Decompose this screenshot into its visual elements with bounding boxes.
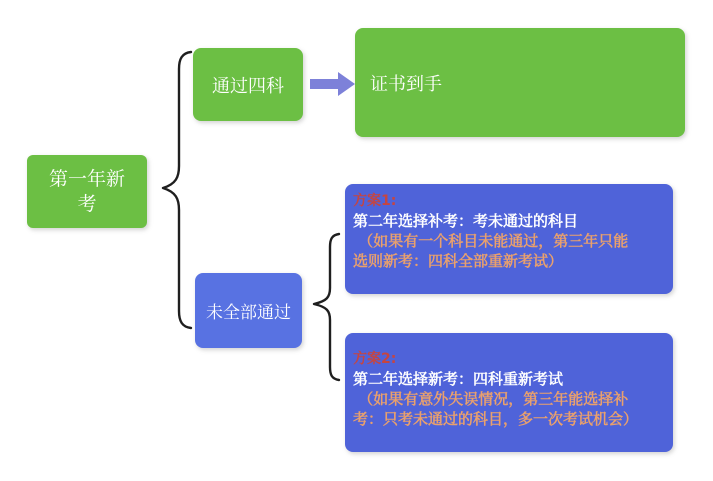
node-pass-four-subjects: [193, 48, 303, 121]
node-first-year-exam: [27, 155, 147, 228]
panel-plan1: [345, 184, 673, 294]
plan2-main-text: 第二年选择新考：四科重新考试: [353, 370, 564, 388]
panel-plan2: [345, 333, 673, 452]
curly-brace-sub-icon: [308, 228, 344, 386]
plan2-title: 方案2:: [353, 351, 397, 367]
node-certificate-obtained: [355, 28, 685, 137]
plan2-note-line1: （如果有意外失误情况，第三年能选择补: [353, 390, 629, 408]
plan2-note-line2: 考：只考未通过的科目，多一次考试机会）: [353, 410, 639, 428]
node-certificate-obtained-label: 证书到手: [370, 73, 442, 95]
node-not-all-passed: [195, 273, 302, 348]
node-first-year-exam-label: 第一年新考: [48, 167, 125, 215]
curly-brace-main-icon: [158, 46, 196, 334]
plan1-title: 方案1:: [353, 193, 397, 209]
node-not-all-passed-label: 未全部通过: [206, 303, 291, 323]
right-arrow-icon: [308, 70, 356, 98]
node-pass-four-subjects-label: 通过四科: [212, 75, 284, 97]
plan1-note-line2: 选则新考：四科全部重新考试）: [353, 252, 564, 270]
plan1-main-text: 第二年选择补考：考未通过的科目: [353, 212, 579, 230]
plan1-note-line1: （如果有一个科目未能通过，第三年只能: [353, 232, 629, 250]
